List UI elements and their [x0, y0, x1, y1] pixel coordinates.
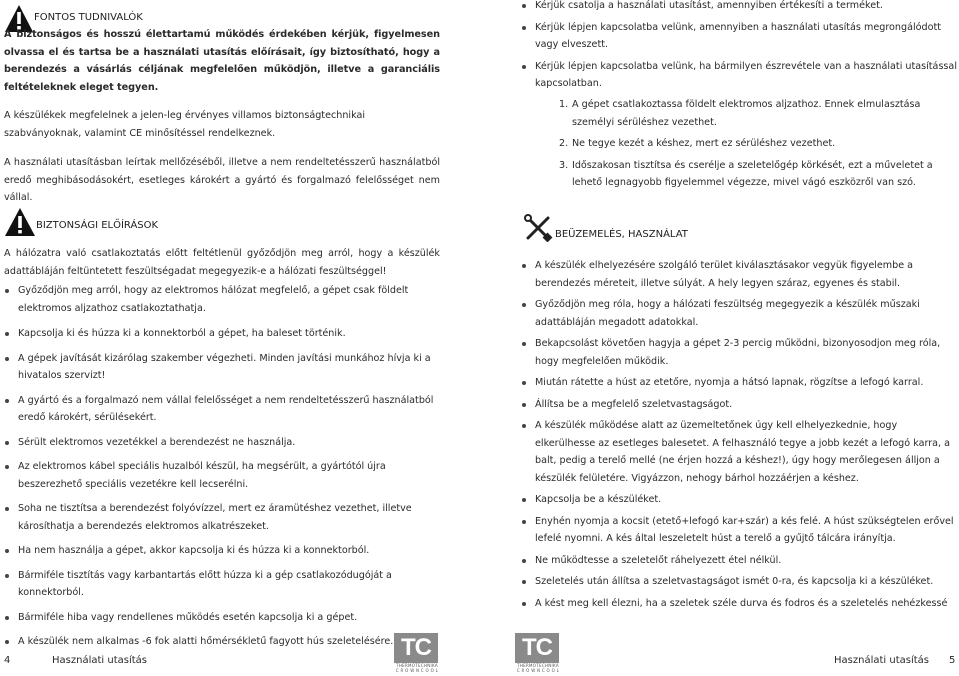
safety-title: BIZTONSÁGI ELŐÍRÁSOK	[36, 220, 159, 231]
bullet-icon	[5, 507, 9, 511]
footer-left	[4, 633, 444, 673]
bullet-icon	[522, 65, 526, 69]
list-item: Enyhén nyomja a kocsit (etető+lefogó kar+szár) a kés felé. A húst szükségtelen erővel lefelé nyomni. A kés által leszeletelt húst a terelő a gyűjtő tálcára irányítja.	[521, 513, 957, 548]
list-item: A gépek javítását kizárólag szakember végezheti. Minden javítási munkához hívja ki a hivatalos szervizt!	[4, 350, 440, 385]
bullet-icon	[5, 332, 9, 336]
list-item: Ne működtesse a szeletelőt ráhelyezett étel nélkül.	[521, 552, 957, 570]
list-item: Kapcsolja be a készüléket.	[521, 491, 957, 509]
safety-list	[4, 282, 440, 651]
logo-letters: TC	[515, 633, 559, 663]
list-item: Bekapcsolást követően hagyja a gépet 2-3 percig működni, bizonyosodjon meg róla, hogy megfelelően működik.	[521, 335, 957, 370]
bullet-icon	[5, 616, 9, 620]
important-notes-paragraph-2: A készülékek megfelelnek a jelen-leg érvényes villamos biztonságtechnikai szabványoknak, valamint CE minősítéssel rendelkeznek.	[4, 110, 366, 139]
list-item: Az elektromos kábel speciális huzalból készül, ha megsérült, a gyártótól újra beszerezhető speciális vezetékre kell lecserélni.	[4, 458, 440, 493]
bullet-icon	[522, 602, 526, 606]
bullet-icon	[522, 559, 526, 563]
bullet-icon	[5, 465, 9, 469]
list-item: Soha ne tisztítsa a berendezést folyóvízzel, mert ez áramütéshez vezethet, illetve károsíthatja a berendezés elektromos alkatrészeket.	[4, 500, 440, 535]
list-item: Miután rátette a húst az etetőre, nyomja a hátsó lapnak, rögzítse a lefogó karral.	[521, 374, 957, 392]
logo-subtitle: THERMOTECHNIKA C R O W N C O O L	[516, 663, 560, 673]
page-number-right: 5	[949, 655, 956, 666]
list-item: Szeletelés után állítsa a szeletvastagságot ismét 0-ra, és kapcsolja ki a készüléket.	[521, 573, 957, 591]
bullet-icon	[5, 441, 9, 445]
bullet-icon	[522, 580, 526, 584]
page-number-left: 4	[4, 655, 11, 666]
bullet-icon	[522, 403, 526, 407]
list-item: Ha nem használja a gépet, akkor kapcsolja ki és húzza ki a konnektorból.	[4, 542, 440, 560]
list-item: A gyártó és a forgalmazó nem vállal felelősséget a nem rendeltetésszerű használatból eredő károkért, sérülésekért.	[4, 392, 440, 427]
list-item: Győződjön meg róla, hogy a hálózati feszültség megegyezik a készülék műszaki adattábláján megadott adatokkal.	[521, 296, 957, 331]
list-item: A készülék nem alkalmas -6 fok alatti hőmérsékletű fagyott hús szeletelésére.	[4, 633, 440, 651]
list-item: Bármiféle hiba vagy rendellenes működés esetén kapcsolja ki a gépet.	[4, 609, 440, 627]
important-notes-paragraph-3: A használati utasításban leírtak mellőzéséből, illetve a nem rendeltetésszerű használatból eredő meghibásodásokért, esetleges károkért a gyártó és forgalmazó felelősséget nem vállal.	[4, 157, 440, 203]
list-item: Állítsa be a megfelelő szeletvastagságot.	[521, 396, 957, 414]
bullet-icon	[522, 303, 526, 307]
list-item: A kést meg kell élezni, ha a szeletek széle durva és fodros és a szeletelés nehézkessé	[521, 595, 957, 613]
list-item: Kérjük lépjen kapcsolatba velünk, ha bármilyen észrevétele van a használati utasítással kapcsolatban.	[521, 58, 957, 93]
footer-label-left: Használati utasítás	[52, 655, 147, 666]
bullet-icon	[522, 26, 526, 30]
footer-right	[515, 633, 955, 673]
bullet-icon	[5, 574, 9, 578]
list-item: Kérjük lépjen kapcsolatba velünk, amennyiben a használati utasítás megrongálódott vagy elveszett.	[521, 19, 957, 54]
numbered-item: 3. Időszakosan tisztítsa és cserélje a szeletelőgép körkését, ezt a műveletet a lehető legnagyobb figyelemmel végezze, mivel vágó eszközről van szó.	[559, 159, 933, 188]
footer-label-right: Használati utasítás	[834, 655, 929, 666]
logo-subtitle: THERMOTECHNIKA C R O W N C O O L	[395, 663, 439, 673]
numbered-warnings	[559, 96, 957, 192]
list-item: Bármiféle tisztítás vagy karbantartás előtt húzza ki a gép csatlakozódugóját a konnektorból.	[4, 567, 440, 602]
bullet-icon	[522, 264, 526, 268]
list-item: A készülék működése alatt az üzemeltetőnek úgy kell elhelyezkednie, hogy elkerülhesse az esetleges balesetet. A felhasználó tegye a jobb kezét a lefogó karra, a balt, pedig a terelő mellé (ne érjen hozzá a késhez!), úgy hogy merőlegesen álljon a készülék felületére. Vigyázzon, nehogy bárhol hozzáérjen a késhez.	[521, 417, 957, 487]
bullet-icon	[5, 549, 9, 553]
important-notes-bold-paragraph: A biztonságos és hosszú élettartamú működés érdekében kérjük, figyelmesen olvassa el és tartsa be a használati utasítás előírásait, így biztosítható, hogy a berendezés a vásárlás céljának megfelelően működjön, illetve a garanciális feltételeknek eleget tegyen.	[4, 29, 440, 93]
important-notes-title: FONTOS TUDNIVALÓK	[34, 12, 143, 23]
bullet-icon	[522, 342, 526, 346]
numbered-item: 1. A gépet csatlakoztassa földelt elektromos aljzathoz. Ennek elmulasztása személyi sérüléshez vezethet.	[559, 99, 921, 128]
bullet-icon	[5, 289, 9, 293]
bullet-icon	[522, 520, 526, 524]
wrench-screwdriver-icon	[523, 214, 553, 242]
logo-letters: TC	[394, 633, 438, 663]
bullet-icon	[522, 498, 526, 502]
safety-intro: A hálózatra való csatlakoztatás előtt feltétlenül győződjön meg arról, hogy a készülék adattábláján feltüntetett feszültségadat megegyezik-e a hálózati feszültséggel!	[4, 248, 440, 277]
manual-notes-list	[521, 0, 957, 93]
list-item: Sérült elektromos vezetékkel a berendezést ne használja.	[4, 434, 440, 452]
thermotechnika-logo	[515, 633, 559, 675]
list-item: Kérjük csatolja a használati utasítást, amennyiben értékesíti a terméket.	[521, 0, 957, 15]
bullet-icon	[522, 424, 526, 428]
bullet-icon	[522, 4, 526, 8]
bullet-icon	[522, 381, 526, 385]
list-item: A készülék elhelyezésére szolgáló terület kiválasztásakor vegyük figyelembe a berendezés méreteit, illetve súlyát. A hely legyen száraz, egyenes és stabil.	[521, 257, 957, 292]
list-item: Kapcsolja ki és húzza ki a konnektorból a gépet, ha baleset történik.	[4, 325, 440, 343]
setup-title: BEÜZEMELÉS, HASZNÁLAT	[555, 229, 688, 240]
setup-list	[521, 257, 957, 612]
numbered-item: 2. Ne tegye kezét a késhez, mert ez sérüléshez vezethet.	[559, 138, 836, 149]
bullet-icon	[5, 399, 9, 403]
list-item: Győződjön meg arról, hogy az elektromos hálózat megfelelő, a gépet csak földelt elektromos aljzathoz csatlakoztathatja.	[4, 282, 440, 317]
warning-triangle-icon	[4, 207, 36, 237]
bullet-icon	[5, 357, 9, 361]
thermotechnika-logo	[394, 633, 438, 675]
